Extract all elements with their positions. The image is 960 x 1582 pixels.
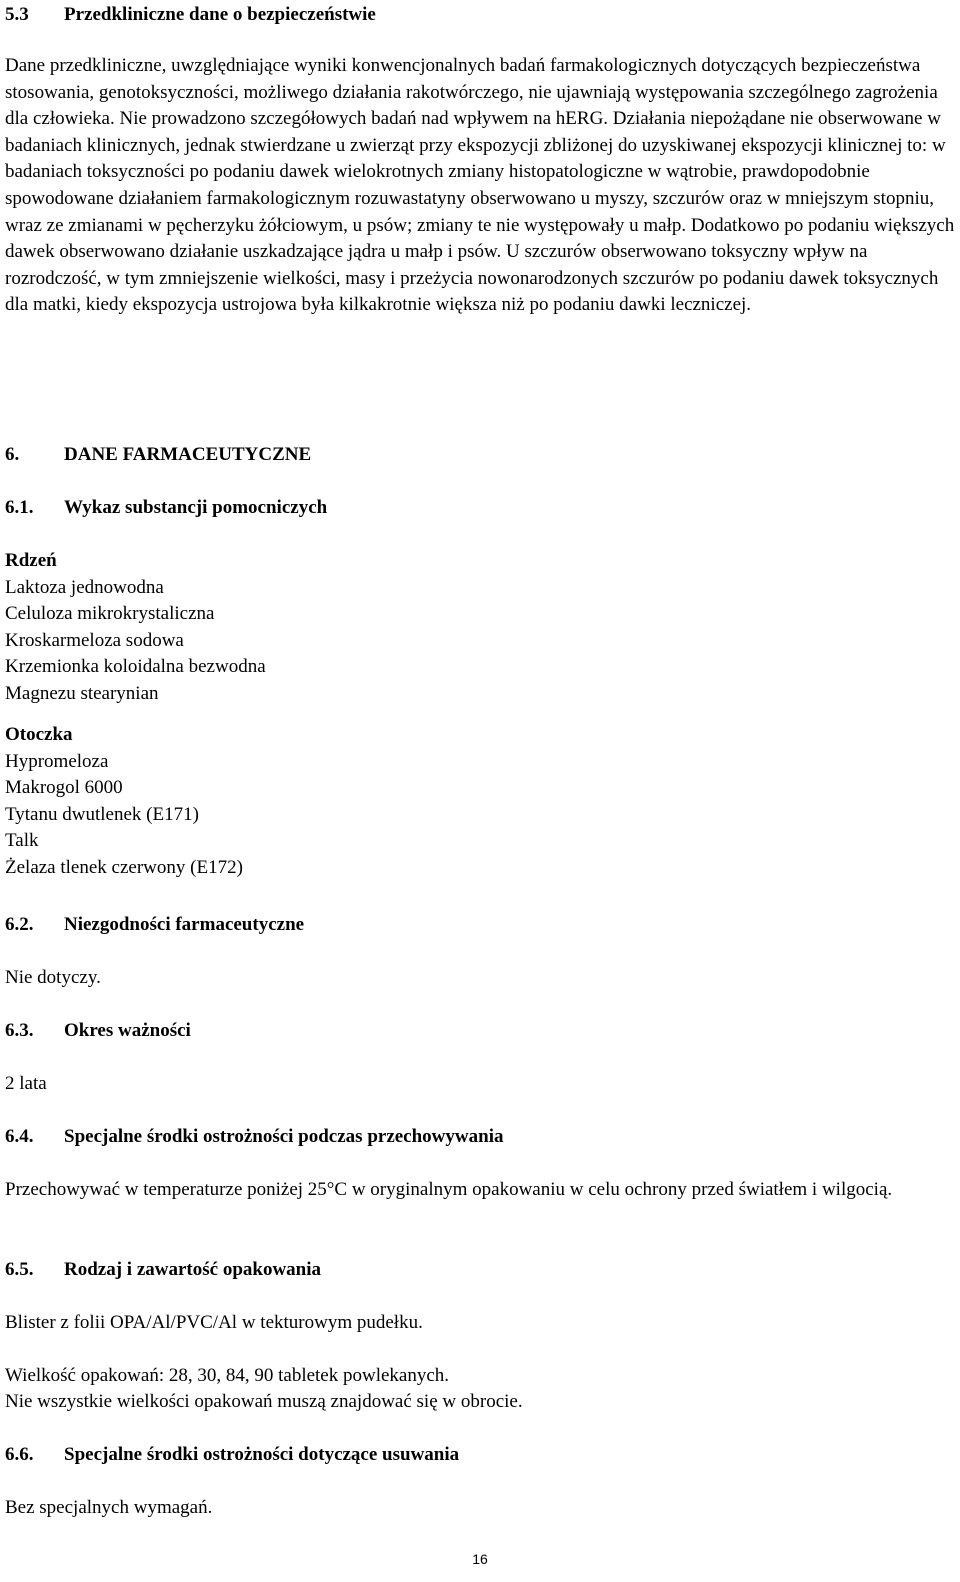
list-item: Celuloza mikrokrystaliczna bbox=[5, 603, 215, 625]
list-item: Laktoza jednowodna bbox=[5, 576, 164, 598]
list-item: Tytanu dwutlenek (E171) bbox=[5, 803, 199, 825]
preclinical-text-serif: Dane przedkliniczne, uwzględniające wyniki konwencjonalnych badań farmakologicznych dotyczących bezpieczeństwa stosowania, genotoksyczności, możliwego działania rakotwórczego, nie ujawniają występowania szczególnego zagrożenia dla człowieka. Nie prowadzono szczegółowych badań nad wpływem na hERG. Działania niepożądane nie obserwowane w badaniach klinicznych, jednak stwierdzane u zwierząt przy ekspozycji zbliżonej do uzyskiwanej ekspozycji klinicznej to: w badaniach toksyczności po podaniu dawek wielokrotnych zmiany histopatologiczne w wątrobie, prawdopodobnie spowodowane działaniem farmakologicznym rozuwastatyny obserwowano u myszy, szczurów oraz w mniejszym stopniu, wraz ze zmianami w pęcherzyku żółciowym, u psów; zmiany te nie występowały u małp. Dodatkowo po podaniu większych dawek obserwowano działanie uszkadzające jądra u małp i psów. U szczurów obserwowano toksyczny wpływ na rozrodczość, w tym zmniejszenie wielkości, masy i przeżycia nowonarodzonych szczurów po podaniu dawek toksycznych dla matki, kiedy ekspozycja ustrojowa była kilkakrotnie większa niż po podaniu dawki leczniczej. bbox=[5, 55, 955, 316]
list-item: Żelaza tlenek czerwony (E172) bbox=[5, 856, 243, 878]
section-number: 6.5. bbox=[5, 1259, 34, 1280]
list-item: Hypromeloza bbox=[5, 750, 109, 772]
list-item: Kroskarmeloza sodowa bbox=[5, 629, 184, 651]
page-number: 16 bbox=[472, 1551, 488, 1567]
section-6-6-heading bbox=[5, 1442, 459, 1469]
section-title: Wykaz substancji pomocniczych bbox=[64, 497, 328, 518]
section-number: 6. bbox=[5, 444, 20, 465]
section-number: 6.2. bbox=[5, 914, 34, 935]
section-number: 6.4. bbox=[5, 1126, 34, 1147]
section-number: 6.1. bbox=[5, 497, 34, 518]
section-6-4-text: Przechowywać w temperaturze poniżej 25°C w oryginalnym opakowaniu w celu ochrony przed światłem i wilgocią. bbox=[5, 1179, 893, 1200]
section-6-4-heading bbox=[5, 1124, 503, 1151]
list-item: Talk bbox=[5, 830, 39, 852]
section-6-5-text-2: Wielkość opakowań: 28, 30, 84, 90 tabletek powlekanych. bbox=[5, 1365, 450, 1386]
section-5-3-heading bbox=[5, 2, 376, 29]
coating-heading: Otoczka bbox=[5, 724, 73, 745]
section-title: Niezgodności farmaceutyczne bbox=[64, 914, 305, 935]
section-title: DANE FARMACEUTYCZNE bbox=[64, 444, 312, 465]
section-title: Przedkliniczne dane o bezpieczeństwie bbox=[64, 4, 376, 25]
section-number: 5.3 bbox=[5, 4, 29, 25]
section-6-3-heading bbox=[5, 1018, 191, 1045]
section-6-5-text-3: Nie wszystkie wielkości opakowań muszą znajdować się w obrocie. bbox=[5, 1391, 523, 1412]
list-item: Krzemionka koloidalna bezwodna bbox=[5, 656, 266, 678]
section-6-2-heading bbox=[5, 912, 304, 939]
section-6-5-heading bbox=[5, 1257, 321, 1284]
section-number: 6.6. bbox=[5, 1444, 34, 1465]
coating-excipients bbox=[5, 722, 243, 882]
section-6-5-text-1: Blister z folii OPA/Al/PVC/Al w tekturowym pudełku. bbox=[5, 1312, 423, 1333]
section-title: Specjalne środki ostrożności podczas przechowywania bbox=[64, 1126, 504, 1147]
section-title: Rodzaj i zawartość opakowania bbox=[64, 1259, 322, 1280]
core-heading: Rdzeń bbox=[5, 550, 57, 571]
core-excipients bbox=[5, 548, 266, 708]
section-6-1-heading bbox=[5, 495, 327, 522]
section-number: 6.3. bbox=[5, 1020, 34, 1041]
section-6-6-text: Bez specjalnych wymagań. bbox=[5, 1497, 213, 1518]
section-6-3-text: 2 lata bbox=[5, 1073, 47, 1094]
list-item: Magnezu stearynian bbox=[5, 682, 159, 704]
preclinical-paragraph bbox=[5, 53, 955, 319]
section-title: Specjalne środki ostrożności dotyczące usuwania bbox=[64, 1444, 460, 1465]
section-6-2-text: Nie dotyczy. bbox=[5, 967, 101, 988]
section-title: Okres ważności bbox=[64, 1020, 191, 1041]
section-6-heading bbox=[5, 442, 311, 469]
list-item: Makrogol 6000 bbox=[5, 777, 123, 799]
